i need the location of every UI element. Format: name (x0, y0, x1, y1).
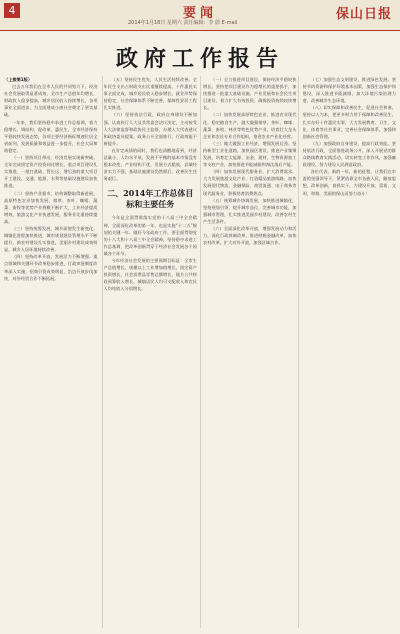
paragraph: 各位代表，新的一年，新的征程。让我们在市委的坚强领导下，紧紧依靠全市各族人民，解放思想，改革创新，真抓实干，为建设开放、富裕、文明、和谐、美丽的保山而努力奋斗！ (302, 169, 396, 196)
paragraph: 一年来，我们坚持稳中求进工作总基调，着力稳增长、调结构、促改革、惠民生，全市经济保持平稳较快发展态势，各项主要经济指标增速位居全省前列，发展质量和效益进一步提升，社会大局和谐稳定。 (4, 119, 98, 153)
paragraph: （一）全力推进项目建设，保持经济平稳较快增长。坚持把项目建设作为稳增长的重要抓手，加快推进一批重大基础设施、产业发展和社会民生项目建设，着力扩大有效投资，确保投资持续较快增长。 (203, 77, 297, 111)
paragraph: （二）坚持产业强市，结构调整取得新进展。高原特色农业加快发展，烟草、茶叶、咖啡、蔬菜、畜牧等优势产业规模不断扩大，工业经济提质增效，旅游文化产业快速发展，服务业比重持续提高。 (4, 190, 98, 224)
paragraph: （五）坚持民生优先，人民生活持续改善。全年民生支出占财政支出比重继续提高，十件惠民实事全面完成，城乡居民收入稳步增长，就业形势保持稳定，社会保障体系不断完善，保障性安居工程扎实推进。 (103, 77, 197, 111)
paragraph: （六）全面深化改革开放，增强发展动力和活力。深化行政体制改革，推进财税金融改革，加快农村改革，扩大对外开放，加强区域合作。 (203, 225, 297, 246)
section-subheading: 二、2014年工作总体目标和主要任务 (107, 188, 194, 210)
paragraph: （二）加快发展高原特色农业，推进农业现代化。稳定粮食生产，做大做强烟草、茶叶、咖啡、蔬菜、畜牧、林业等特色优势产业，培育壮大龙头企业和农民专业合作组织，推进农业产业化经营。 (203, 112, 297, 139)
paragraph: （四）坚持改革开放，发展活力不断增强。重点领域和关键环节改革稳步推进，行政审批制度改革深入实施，招商引资成效明显，沿边开放步伐加快，对外经贸合作不断拓展。 (4, 254, 98, 281)
column-divider (102, 76, 103, 628)
paragraph: （三）坚持统筹发展，城乡面貌发生新变化。城镇化进程加快推进，城市规划建设管理水平不断提升，新农村建设扎实推进，美丽乡村建设成效明显，城乡人居环境持续改善。 (4, 225, 98, 253)
article-title: 政府工作报告 (115, 46, 284, 72)
date-line: 2014年1月18日 星期六 责任编辑：李 蔚 E-mail (128, 20, 238, 26)
paper-logo: 保山日报 (335, 7, 392, 22)
article-column-1 (4, 76, 98, 628)
paragraph: （四）加快发展现代服务业，扩大消费需求。大力发展旅游文化产业，打造精品旅游线路，加快发展现代物流、金融保险、商贸流通、电子商务等现代服务业，积极培育消费热点。 (203, 169, 297, 196)
section-title: 要闻 (182, 6, 217, 21)
page-number-badge: 4 (4, 3, 20, 18)
masthead (0, 0, 400, 31)
paragraph: （三）做大做强工业经济，增强发展后劲。坚持新型工业化道路，加快园区建设，推进产业集聚发展，培育壮大能源、冶金、建材、生物资源加工等支柱产业，加快推进节能减排和淘汰落后产能。 (203, 140, 297, 168)
article-column-3 (203, 76, 297, 628)
paragraph: （八）切实保障和改善民生，促进社会和谐。坚持以人为本，把更多财力用于保障和改善民生，扎实办好十件惠民实事，大力发展教育、卫生、文化、体育等社会事业，完善社会保障体系，加强和创新社会管理。 (302, 105, 396, 139)
paragraph: 今年是全面贯彻落实党的十八届三中全会精神、全面深化改革的第一年，也是实施“十二五”规划的关键一年。做好今年政府工作，要全面贯彻党的十八大和十八届三中全会精神，坚持稳中求进工作总基调，把改革创新贯穿于经济社会发展各个领域各个环节。 (103, 215, 197, 256)
article-column-4 (303, 76, 397, 628)
column-divider (298, 76, 299, 628)
article-column-2 (104, 76, 198, 628)
paragraph: （七）加强生态文明建设，推进绿色发展。坚持节约资源和保护环境基本国策，加强生态保护和建设，深入推进节能减排，加大环境污染治理力度，改善城乡生态环境。 (302, 77, 396, 104)
paragraph: （九）加强政府自身建设，提高行政效能。坚持依法行政，全面推进政务公开，深入开展党的群众路线教育实践活动，切实转变工作作风，加强廉政建设，努力建设人民满意政府。 (302, 140, 396, 168)
paragraph: 在肯定成绩的同时，我们也清醒地看到，经济总量小、人均水平低、发展不平衡的基本市情没有根本改变，产业结构不优，发展方式粗放，县域经济实力不强，基础设施建设仍然滞后，改善民生任务艰巨。 (103, 147, 197, 182)
continued-note: （上接第1版） (4, 77, 33, 82)
paragraph: （六）坚持依法行政，政府自身建设不断加强。认真执行人大及其常委会决议决定，主动接受人大法律监督和政协民主监督，办理人大代表建议和政协委员提案，政务公开全面推行，行政效能不断提升。 (103, 112, 197, 146)
column-divider (200, 76, 201, 628)
paragraph: 过去五年我们在全市人民的共同努力下，经济社会发展取得显著成效，全市生产总值年均增长，财政收入稳步提高，城乡居民收入持续增长，各项事业全面进步，为全面建成小康社会奠定了坚实基础。 (4, 84, 98, 118)
paragraph: （五）统筹城乡协调发展，加快推进城镇化。坚持规划引领，提升城市品位，完善城市功能，加强城市管理，扎实推进美丽乡村建设，改善农村生产生活条件。 (203, 197, 297, 224)
paragraph: （一）坚持项目带动，经济发展实现新突破。全年完成固定资产投资同比增长，重点项目建设扎实推进，一批打基础、管长远、增后劲的重大项目开工建设，交通、能源、水利等基础设施建设加快推进。 (4, 155, 98, 189)
paragraph: 今年经济社会发展的主要预期目标是：全市生产总值增长，规模以上工业增加值增长，固定资产投资增长，社会消费品零售总额增长，地方公共财政预算收入增长，城镇居民人均可支配收入和农民人均纯收入分别增长。 (103, 257, 197, 292)
